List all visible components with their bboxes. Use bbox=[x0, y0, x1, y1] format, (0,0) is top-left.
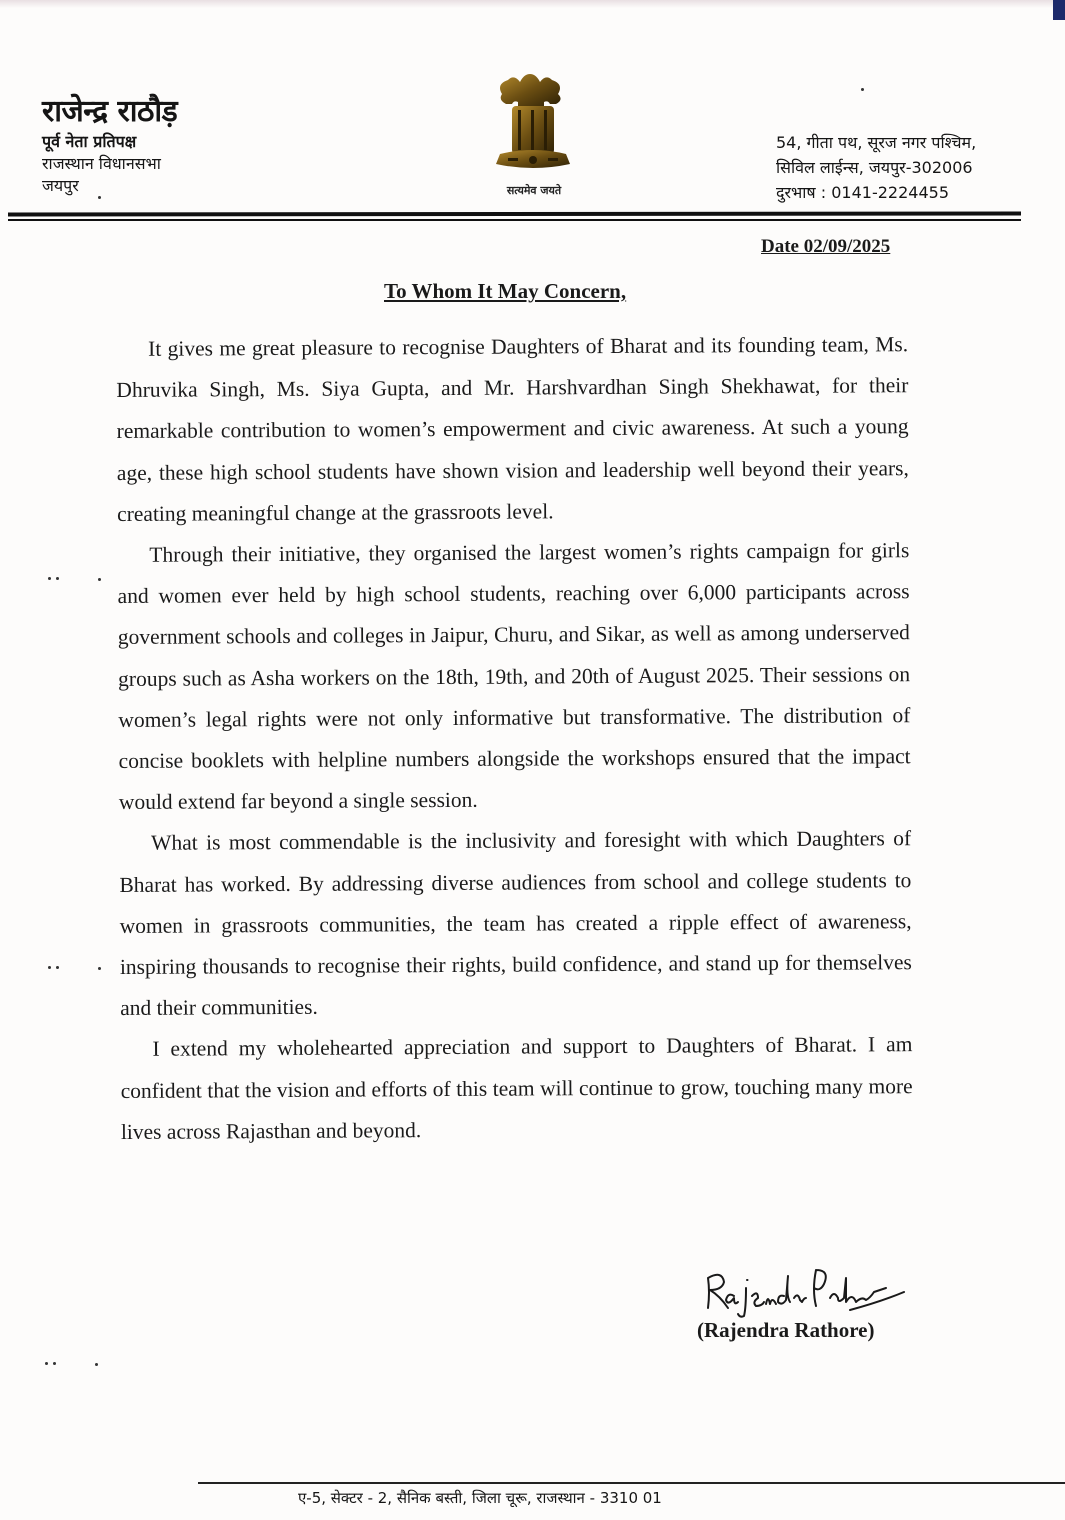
scan-edge-tint bbox=[0, 0, 1065, 8]
paragraph-3: What is most commendable is the inclusivity and foresight with which Daughters of Bharat has worked. By addressing diverse audiences from school and college students to women in grassroots communities, the team has created a ripple effect of awareness, inspiring thousands to recognise their rights, build confidence, and stand up for themselves and their communities. bbox=[119, 826, 912, 1021]
letterhead-address-block bbox=[776, 130, 976, 205]
paragraph-1: It gives me great pleasure to recognise Daughters of Bharat and its founding team, Ms. Dhruvika Singh, Ms. Siya Gupta, and Mr. Harshvardhan Singh Shekhawat, for their remarkable contribution to women’s empowerment and civic awareness. At such a young age, these high school students have shown vision and leadership well beyond their years, creating meaningful change at the grassroots level. bbox=[116, 332, 909, 526]
address-line-1: 54, गीता पथ, सूरज नगर पश्चिम, bbox=[776, 133, 977, 152]
header-divider-thin bbox=[8, 219, 1021, 221]
phone-number: दुरभाष : 0141-2224455 bbox=[776, 183, 949, 202]
margin-speck bbox=[48, 577, 51, 580]
footer-divider bbox=[198, 1482, 1065, 1484]
emblem-motto: सत्यमेव जयते bbox=[506, 184, 562, 197]
paragraph-2: Through their initiative, they organised the largest women’s rights campaign for girls and women ever held by high school students, reaching over 6,000 participants across government schools and colleges in Jaipur, Churu, and Sikar, as well as among underserved groups such as Asha workers on the 18th, 19th, and 20th of August 2025. Their sessions on women’s legal rights were not only informative but transformative. The distribution of concise booklets with helpline numbers alongside the workshops ensured that the impact would extend far beyond a single session. bbox=[117, 538, 911, 815]
letter-body bbox=[116, 324, 913, 1153]
margin-speck bbox=[45, 1362, 48, 1365]
margin-speck bbox=[861, 88, 864, 91]
lion-capital-icon bbox=[488, 66, 578, 181]
margin-speck bbox=[53, 1362, 56, 1365]
address-line-2: सिविल लाईन्स, जयपुर-302006 bbox=[776, 158, 973, 177]
signatory-name: (Rajendra Rathore) bbox=[697, 1318, 875, 1342]
sender-name-hindi: राजेन्द्र राठौड़ bbox=[42, 94, 178, 129]
header-divider-thick bbox=[8, 212, 1021, 217]
margin-speck bbox=[95, 1363, 98, 1366]
margin-speck bbox=[56, 966, 59, 969]
margin-speck bbox=[98, 578, 101, 581]
sender-designation: पूर्व नेता प्रतिपक्ष bbox=[42, 132, 137, 151]
letter-salutation: To Whom It May Concern, bbox=[384, 279, 627, 303]
paragraph-4: I extend my wholehearted appreciation and support to Daughters of Bharat. I am confident that the vision and efforts of this team will continue to grow, touching many more lives across Rajasthan and beyond. bbox=[120, 1032, 913, 1144]
sender-assembly: राजस्थान विधानसभा bbox=[42, 154, 161, 173]
margin-speck bbox=[56, 577, 59, 580]
handwritten-signature bbox=[700, 1248, 910, 1318]
sender-city: जयपुर bbox=[42, 176, 79, 195]
margin-speck bbox=[48, 966, 51, 969]
letterhead-sender-block bbox=[42, 93, 177, 197]
margin-speck bbox=[98, 967, 101, 970]
letter-date: Date 02/09/2025 bbox=[761, 236, 891, 257]
margin-speck bbox=[98, 196, 101, 199]
footer-address: ए-5, सेक्टर - 2, सैनिक बस्ती, जिला चूरू, राजस्थान - 3310 01 bbox=[298, 1489, 662, 1507]
scan-corner-artifact bbox=[1053, 0, 1065, 20]
